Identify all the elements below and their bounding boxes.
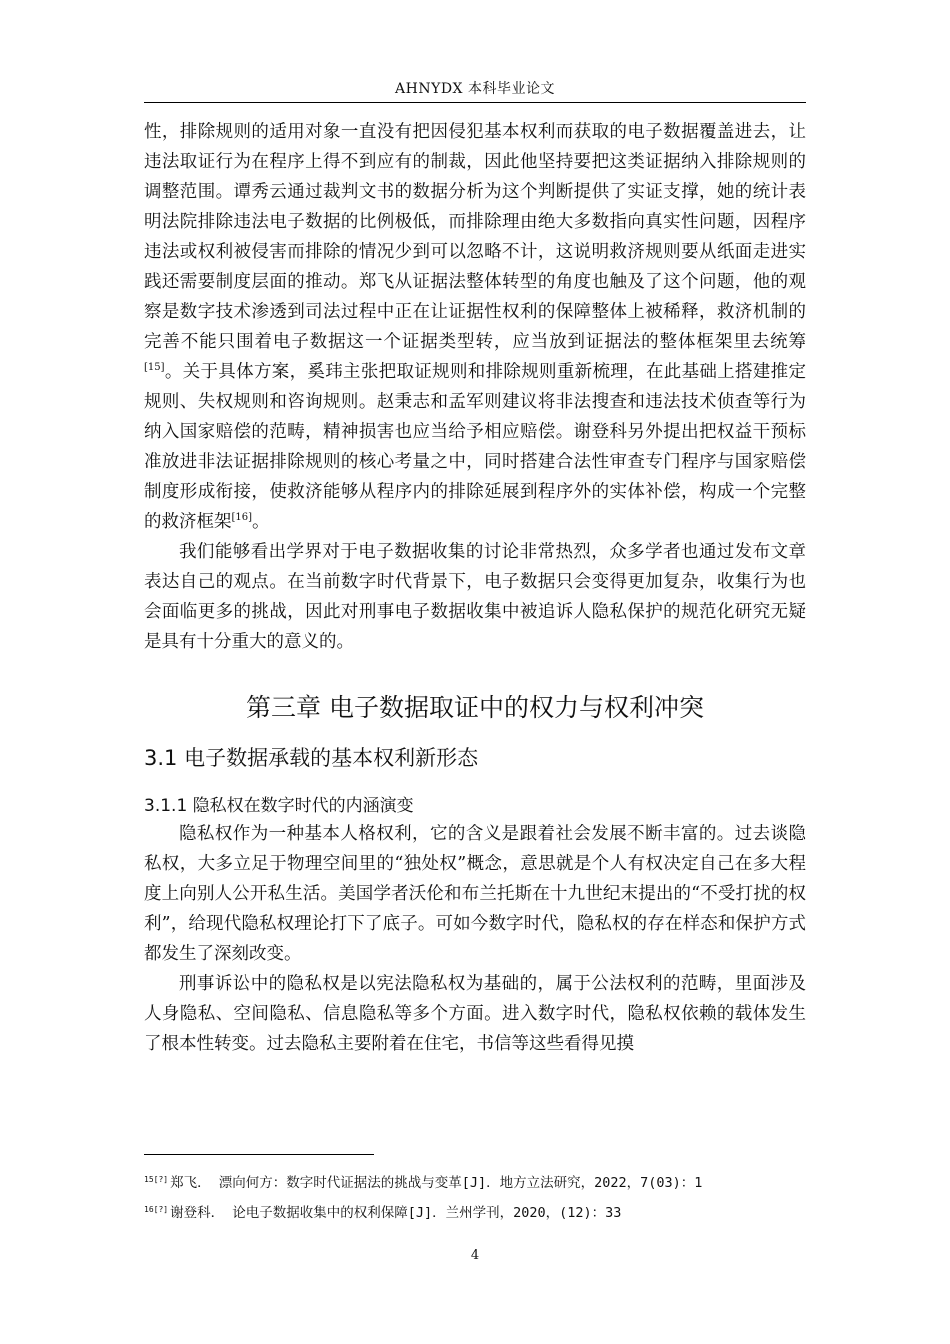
footnote-text: 郑飞． 漂向何方：数字时代证据法的挑战与变革[J]．地方立法研究，2022，7(03)：1 — [170, 1175, 703, 1191]
chapter-heading: 第三章 电子数据取证中的权力与权利冲突 — [246, 693, 704, 722]
footnote-text: 谢登科． 论电子数据收集中的权利保障[J]．兰州学刊，2020，(12)：33 — [170, 1205, 622, 1221]
subsection-heading: 3.1.1 隐私权在数字时代的内涵演变 — [144, 796, 414, 816]
section-heading: 3.1 电子数据承载的基本权利新形态 — [144, 746, 479, 770]
paragraph-text: 。关于具体方案，奚玮主张把取证规则和排除规则重新梳理，在此基础上搭建推定规则、失权规则和咨询规则。赵秉志和孟军则建议将非法搜查和违法技术侦查等行为纳入国家赔偿的范畴，精神损害也应当给予相应赔偿。谢登科另外提出把权益干预标准放进非法证据排除规则的核心考量之中，同时搭建合法性审查专门程序与国家赔偿制度形成衔接，使救济能够从程序内的排除延展到程序外的实体补偿，构成一个完整的救济框架 — [144, 362, 806, 532]
paragraph — [144, 117, 806, 537]
footnote — [144, 1202, 806, 1224]
paragraph: 隐私权作为一种基本人格权利，它的含义是跟着社会发展不断丰富的。过去谈隐私权，大多立足于物理空间里的“独处权”概念，意思就是个人有权决定自己在多大程度上向别人公开私生活。美国学者沃伦和布兰托斯在十九世纪末提出的“不受打扰的权利”，给现代隐私权理论打下了底子。可如今数字时代，隐私权的存在样态和保护方式都发生了深刻改变。 — [144, 824, 806, 964]
footnotes — [144, 1172, 806, 1232]
footnote-divider — [144, 1154, 374, 1155]
footnote-mark: 15[?] — [144, 1174, 169, 1184]
footnote-mark: 16[?] — [144, 1204, 169, 1214]
page-number: 4 — [470, 1248, 480, 1263]
paragraph: 我们能够看出学界对于电子数据收集的讨论非常热烈，众多学者也通过发布文章表达自己的观点。在当前数字时代背景下，电子数据只会变得更加复杂，收集行为也会面临更多的挑战，因此对刑事电子数据收集中被追诉人隐私保护的规范化研究无疑是具有十分重大的意义的。 — [144, 542, 806, 652]
paragraph-text: 。 — [252, 512, 270, 532]
paragraph: 刑事诉讼中的隐私权是以宪法隐私权为基础的，属于公法权利的范畴，里面涉及人身隐私、空间隐私、信息隐私等多个方面。进入数字时代，隐私权依赖的载体发生了根本性转变。过去隐私主要附着在住宅，书信等这些看得见摸 — [144, 974, 806, 1054]
page-body — [144, 117, 806, 1059]
running-header: AHNYDX 本科毕业论文 — [395, 81, 555, 97]
header-divider — [144, 102, 806, 103]
citation-marker[interactable]: [15] — [144, 362, 165, 374]
paragraph-text: 性，排除规则的适用对象一直没有把因侵犯基本权利而获取的电子数据覆盖进去，让违法取证行为在程序上得不到应有的制裁，因此他坚持要把这类证据纳入排除规则的调整范围。谭秀云通过裁判文书的数据分析为这个判断提供了实证支撑，她的统计表明法院排除违法电子数据的比例极低，而排除理由绝大多数指向真实性问题，因程序违法或权利被侵害而排除的情况少到可以忽略不计，这说明救济规则要从纸面走进实践还需要制度层面的推动。郑飞从证据法整体转型的角度也触及了这个问题，他的观察是数字技术渗透到司法过程中正在让证据性权利的保障整体上被稀释，救济机制的完善不能只围着电子数据这一个证据类型转，应当放到证据法的整体框架里去统筹 — [144, 122, 806, 352]
citation-marker[interactable]: [16] — [231, 512, 253, 524]
footnote — [144, 1172, 806, 1194]
